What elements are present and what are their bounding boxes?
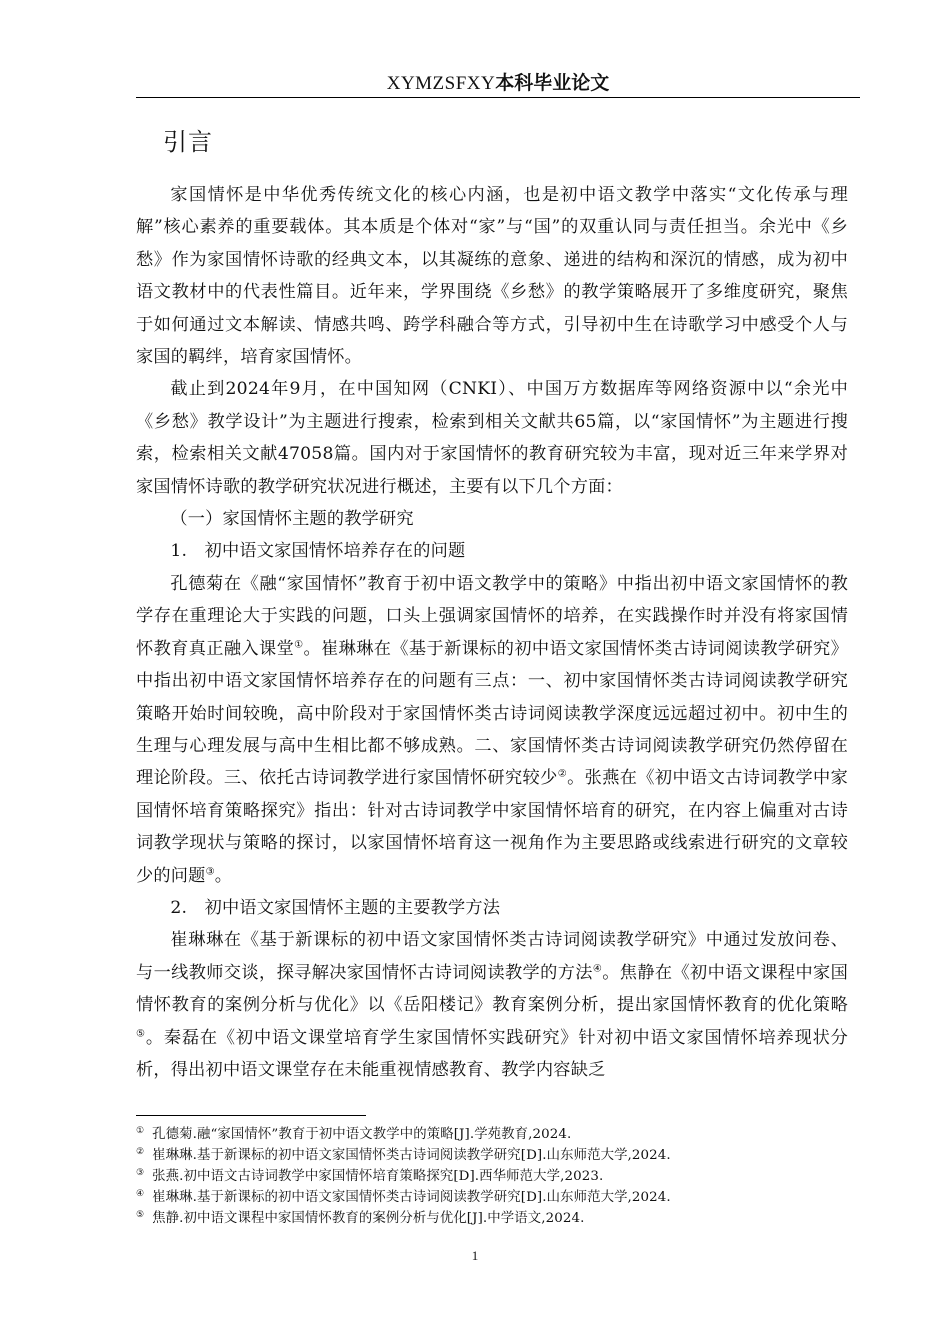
footnote-text: 张燕.初中语文古诗词教学中家国情怀培育策略探究[D].西华师范大学,2023.	[152, 1169, 604, 1184]
numbered-heading-1: 1. 初中语文家国情怀培养存在的问题	[170, 541, 466, 562]
text-run: 。	[214, 865, 233, 886]
footnote-ref[interactable]: ①	[294, 638, 304, 650]
footnote-text: 焦静.初中语文课程中家国情怀教育的案例分析与优化[J].中学语文,2024.	[152, 1211, 585, 1226]
footnote-separator	[136, 1115, 366, 1116]
text-run: 。崔琳琳在《基于新课标的初中语文家国情怀类古诗词阅读教学研究》中指出初中语文家国情怀培养存在的问题有三点：一、初中家国情怀类古诗词阅读教学研究策略开始时间较晚，高中阶段对于家国情怀类古诗词阅读教学深度远远超过初中。初中生的生理与心理发展与高中生相比都不够成熟。二、家国情怀类古诗词阅读教学研究仍然停留在理论阶段。三、依托古诗词教学进行家国情怀研究较少	[136, 638, 848, 789]
footnote-text: 崔琳琳.基于新课标的初中语文家国情怀类古诗词阅读教学研究[D].山东师范大学,2024.	[152, 1148, 671, 1163]
footnote-item	[136, 1145, 860, 1166]
text-run: 崔琳琳在《基于新课标的初中语文家国情怀类古诗词阅读教学研究》中通过发放问卷、与一线教师交谈，探寻解决家国情怀古诗词阅读教学的方法	[136, 930, 848, 983]
footnote-mark: ①	[136, 1125, 145, 1136]
footnote-ref[interactable]: ②	[557, 768, 568, 780]
footnote-item	[136, 1187, 860, 1208]
header-rule	[136, 97, 860, 98]
page-number: 1	[471, 1248, 479, 1263]
text-run: 。秦磊在《初中语文课堂培育学生家国情怀实践研究》针对初中语文家国情怀培养现状分析，得出初中语文课堂存在未能重视情感教育、教学内容缺乏	[136, 1027, 848, 1080]
footnote-mark: ②	[136, 1146, 145, 1157]
running-header	[136, 70, 860, 97]
footnote-mark: ⑤	[136, 1209, 145, 1220]
header-school-code: XYMZSFXY	[386, 73, 496, 94]
methods-paragraph	[136, 924, 848, 1086]
section-title: 引言	[163, 128, 213, 156]
footnote-item	[136, 1124, 860, 1145]
header-thesis-label: 本科毕业论文	[495, 72, 610, 94]
footnote-mark: ④	[136, 1188, 145, 1199]
numbered-heading-2: 2. 初中语文家国情怀主题的主要教学方法	[170, 897, 501, 918]
footnote-text: 崔琳琳.基于新课标的初中语文家国情怀类古诗词阅读教学研究[D].山东师范大学,2024.	[152, 1190, 671, 1205]
footnote-ref[interactable]: ④	[592, 963, 603, 975]
footnote-mark: ③	[136, 1167, 145, 1178]
intro-paragraph: 家国情怀是中华优秀传统文化的核心内涵，也是初中语文教学中落实“文化传承与理解”核心素养的重要载体。其本质是个体对“家”与“国”的双重认同与责任担当。余光中《乡愁》作为家国情怀诗歌的经典文本，以其凝练的意象、递进的结构和深沉的情感，成为初中语文教材中的代表性篇目。近年来，学界围绕《乡愁》的教学策略展开了多维度研究，聚焦于如何通过文本解读、情感共鸣、跨学科融合等方式，引导初中生在诗歌学习中感受个人与家国的羁绊，培育家国情怀。	[136, 185, 848, 368]
footnote-ref[interactable]: ③	[205, 865, 215, 877]
literature-search-paragraph: 截止到2024年9月，在中国知网（CNKI）、中国万方数据库等网络资源中以“余光中《乡愁》教学设计”为主题进行搜索，检索到相关文献共65篇，以“家国情怀”为主题进行搜索，检索相关文献47058篇。国内对于家国情怀的教育研究较为丰富，现对近三年来学界对家国情怀诗歌的教学研究状况进行概述，主要有以下几个方面：	[136, 379, 848, 497]
subsection-heading: （一）家国情怀主题的教学研究	[170, 509, 414, 530]
text-run: 。张燕在《初中语文古诗词教学中家国情怀培育策略探究》指出：针对古诗词教学中家国情怀培育的研究，在内容上偏重对古诗词教学现状与策略的探讨，以家国情怀培育这一视角作为主要思路或线索进行研究的文章较少的问题	[136, 768, 849, 886]
text-run: 。焦静在《初中语文课程中家国情怀教育的案例分析与优化》以《岳阳楼记》教育案例分析，提出家国情怀教育的优化策略	[136, 962, 849, 1016]
problems-paragraph	[136, 568, 848, 892]
text-run: 孔德菊在《融“家国情怀”教育于初中语文教学中的策略》中指出初中语文家国情怀的教学存在重理论大于实践的问题，口头上强调家国情怀的培养，在实践操作时并没有将家国情怀教育真正融入课堂	[136, 573, 848, 659]
footnote-ref[interactable]: ⑤	[136, 1027, 146, 1039]
body-text	[136, 179, 848, 1086]
footnotes	[136, 1124, 860, 1229]
footnote-item	[136, 1166, 860, 1187]
footnote-item	[136, 1208, 860, 1229]
footnote-text: 孔德菊.融“家国情怀”教育于初中语文教学中的策略[J].学苑教育,2024.	[152, 1127, 572, 1142]
